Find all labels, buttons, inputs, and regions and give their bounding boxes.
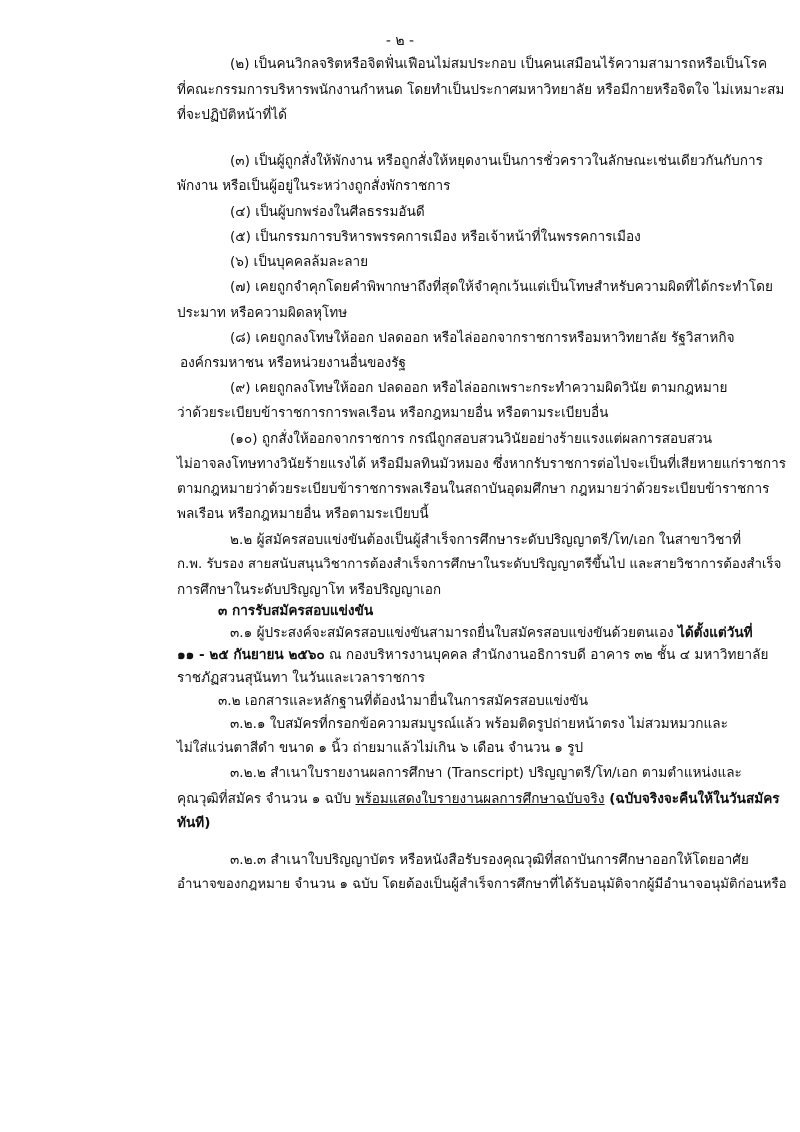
section-2-2-line-1: ๒.๒ ผู้สมัครสอบแข่งขันต้องเป็นผู้สำเร็จการศึกษาระดับปริญญาตรี/โท/เอก ในสาขาวิชาที่ (230, 532, 742, 548)
qualification-10-line-1: (๑๐) ถูกสั่งให้ออกจากราชการ กรณีถูกสอบสวนวินัยอย่างร้ายแรงแต่ผลการสอบสวน (230, 431, 713, 447)
section-3-2-3-line-2: อำนาจของกฎหมาย จำนวน ๑ ฉบับ โดยต้องเป็นผู้สำเร็จการศึกษาที่ได้รับอนุมัติจากผู้มีอำนาจอนุมัติก่อนหรือ (177, 877, 787, 892)
qualification-10-line-4: พลเรือน หรือกฎหมายอื่น หรือตามระเบียบนี้ (177, 506, 429, 522)
section-3-2: ๓.๒ เอกสารและหลักฐานที่ต้องนำมายื่นในการสมัครสอบแข่งขัน (218, 693, 588, 709)
section-3-2-1-line-2: ไม่ใส่แว่นตาสีดำ ขนาด ๑ นิ้ว ถ่ายมาแล้วไม่เกิน ๖ เดือน จำนวน ๑ รูป (177, 740, 584, 756)
section-3-1-line-3: ราชภัฏสวนสุนันทา ในวันและเวลาราชการ (177, 670, 426, 686)
section-3-1-location: ณ กองบริหารงานบุคคล สำนักงานอธิการบดี อาคาร ๓๒ ชั้น ๔ มหาวิทยาลัย (324, 647, 769, 663)
qualification-9-line-2: ว่าด้วยระเบียบข้าราชการการพลเรือน หรือกฎหมายอื่น หรือตามระเบียบอื่น (177, 405, 609, 421)
section-3-2-2-bold: (ฉบับจริงจะคืนให้ในวันสมัคร (604, 791, 780, 807)
section-3-1-line-1 (230, 622, 753, 644)
qualification-9-line-1: (๙) เคยถูกลงโทษให้ออก ปลดออก หรือไล่ออกเพราะกระทำความผิดวินัย ตามกฎหมาย (230, 380, 728, 396)
section-3-2-3-line-1: ๓.๒.๓ สำเนาใบปริญญาบัตร หรือหนังสือรับรองคุณวุฒิที่สถาบันการศึกษาออกให้โดยอาศัย (230, 852, 749, 868)
section-3-1-text: ๓.๑ ผู้ประสงค์จะสมัครสอบแข่งขันสามารถยื่นใบสมัครสอบแข่งขันด้วยตนเอง (230, 625, 678, 641)
section-3-2-2-underlined: พร้อมแสดงใบรายงานผลการศึกษาฉบับจริง (355, 791, 605, 807)
section-3-2-2-line-2 (177, 788, 780, 810)
section-3-2-2-line-1: ๓.๒.๒ สำเนาใบรายงานผลการศึกษา (Transcript) ปริญญาตรี/โท/เอก ตามตำแหน่งและ (230, 765, 742, 781)
qualification-8-line-2: องค์กรมหาชน หรือหน่วยงานอื่นของรัฐ (180, 355, 407, 371)
qualification-3-line-1: (๓) เป็นผู้ถูกสั่งให้พักงาน หรือถูกสั่งให้หยุดงานเป็นการชั่วคราวในลักษณะเช่นเดียวกันกับการ (230, 153, 763, 169)
section-3-1-date-range: ๑๑ - ๒๕ กันยายน ๒๕๖๐ (177, 647, 325, 663)
qualification-2-line-1: (๒) เป็นคนวิกลจริตหรือจิตฟั่นเฟือนไม่สมประกอบ เป็นคนเสมือนไร้ความสามารถหรือเป็นโรค (230, 56, 768, 72)
section-3-2-1-line-1: ๓.๒.๑ ใบสมัครที่กรอกข้อความสมบูรณ์แล้ว พร้อมติดรูปถ่ายหน้าตรง ไม่สวมหมวกและ (230, 716, 728, 732)
qualification-4: (๔) เป็นผู้บกพร่องในศีลธรรมอันดี (230, 204, 425, 220)
qualification-10-line-3: ตามกฎหมายว่าด้วยระเบียบข้าราชการพลเรือนในสถาบันอุดมศึกษา กฎหมายว่าด้วยระเบียบข้าราชการ (177, 481, 770, 497)
qualification-6: (๖) เป็นบุคคลล้มละลาย (230, 254, 369, 270)
qualification-2-line-2: ที่คณะกรรมการบริหารพนักงานกำหนด โดยทำเป็นประกาศมหาวิทยาลัย หรือมีกายหรือจิตใจ ไม่เหมาะสม (177, 82, 785, 98)
section-2-2-line-2: ก.พ. รับรอง สายสนับสนุนวิชาการต้องสำเร็จการศึกษาในระดับปริญญาตรีขึ้นไป และสายวิชาการต้องสำเร็จ (177, 557, 782, 572)
qualification-3-line-2: พักงาน หรือเป็นผู้อยู่ในระหว่างถูกสั่งพักราชการ (177, 178, 451, 194)
qualification-5: (๕) เป็นกรรมการบริหารพรรคการเมือง หรือเจ้าหน้าที่ในพรรคการเมือง (230, 229, 641, 245)
qualification-8-line-1: (๘) เคยถูกลงโทษให้ออก ปลดออก หรือไล่ออกจากราชการหรือมหาวิทยาลัย รัฐวิสาหกิจ (230, 330, 735, 346)
qualification-7-line-2: ประมาท หรือความผิดลหุโทษ (177, 305, 348, 321)
qualification-7-line-1: (๗) เคยถูกจำคุกโดยคำพิพากษาถึงที่สุดให้จำคุกเว้นแต่เป็นโทษสำหรับความผิดที่ได้กระทำโดย (230, 279, 773, 295)
qualification-2-line-3: ที่จะปฏิบัติหน้าที่ได้ (177, 107, 287, 123)
section-3-1-line-2 (177, 644, 768, 666)
page-number: - ๒ - (385, 33, 415, 49)
section-3-1-date-label: ได้ตั้งแต่วันที่ (678, 625, 753, 641)
qualification-10-line-2: ไม่อาจลงโทษทางวินัยร้ายแรงได้ หรือมีมลทินมัวหมอง ซึ่งหากรับราชการต่อไปจะเป็นที่เสียหายแก่ราชการ (177, 456, 787, 472)
section-3-heading: ๓ การรับสมัครสอบแข่งขัน (218, 603, 374, 619)
section-3-2-2-text: คุณวุฒิที่สมัคร จำนวน ๑ ฉบับ (177, 791, 356, 807)
section-2-2-line-3: การศึกษาในระดับปริญญาโท หรือปริญญาเอก (177, 582, 442, 598)
section-3-2-2-line-3: ทันที) (177, 815, 211, 831)
